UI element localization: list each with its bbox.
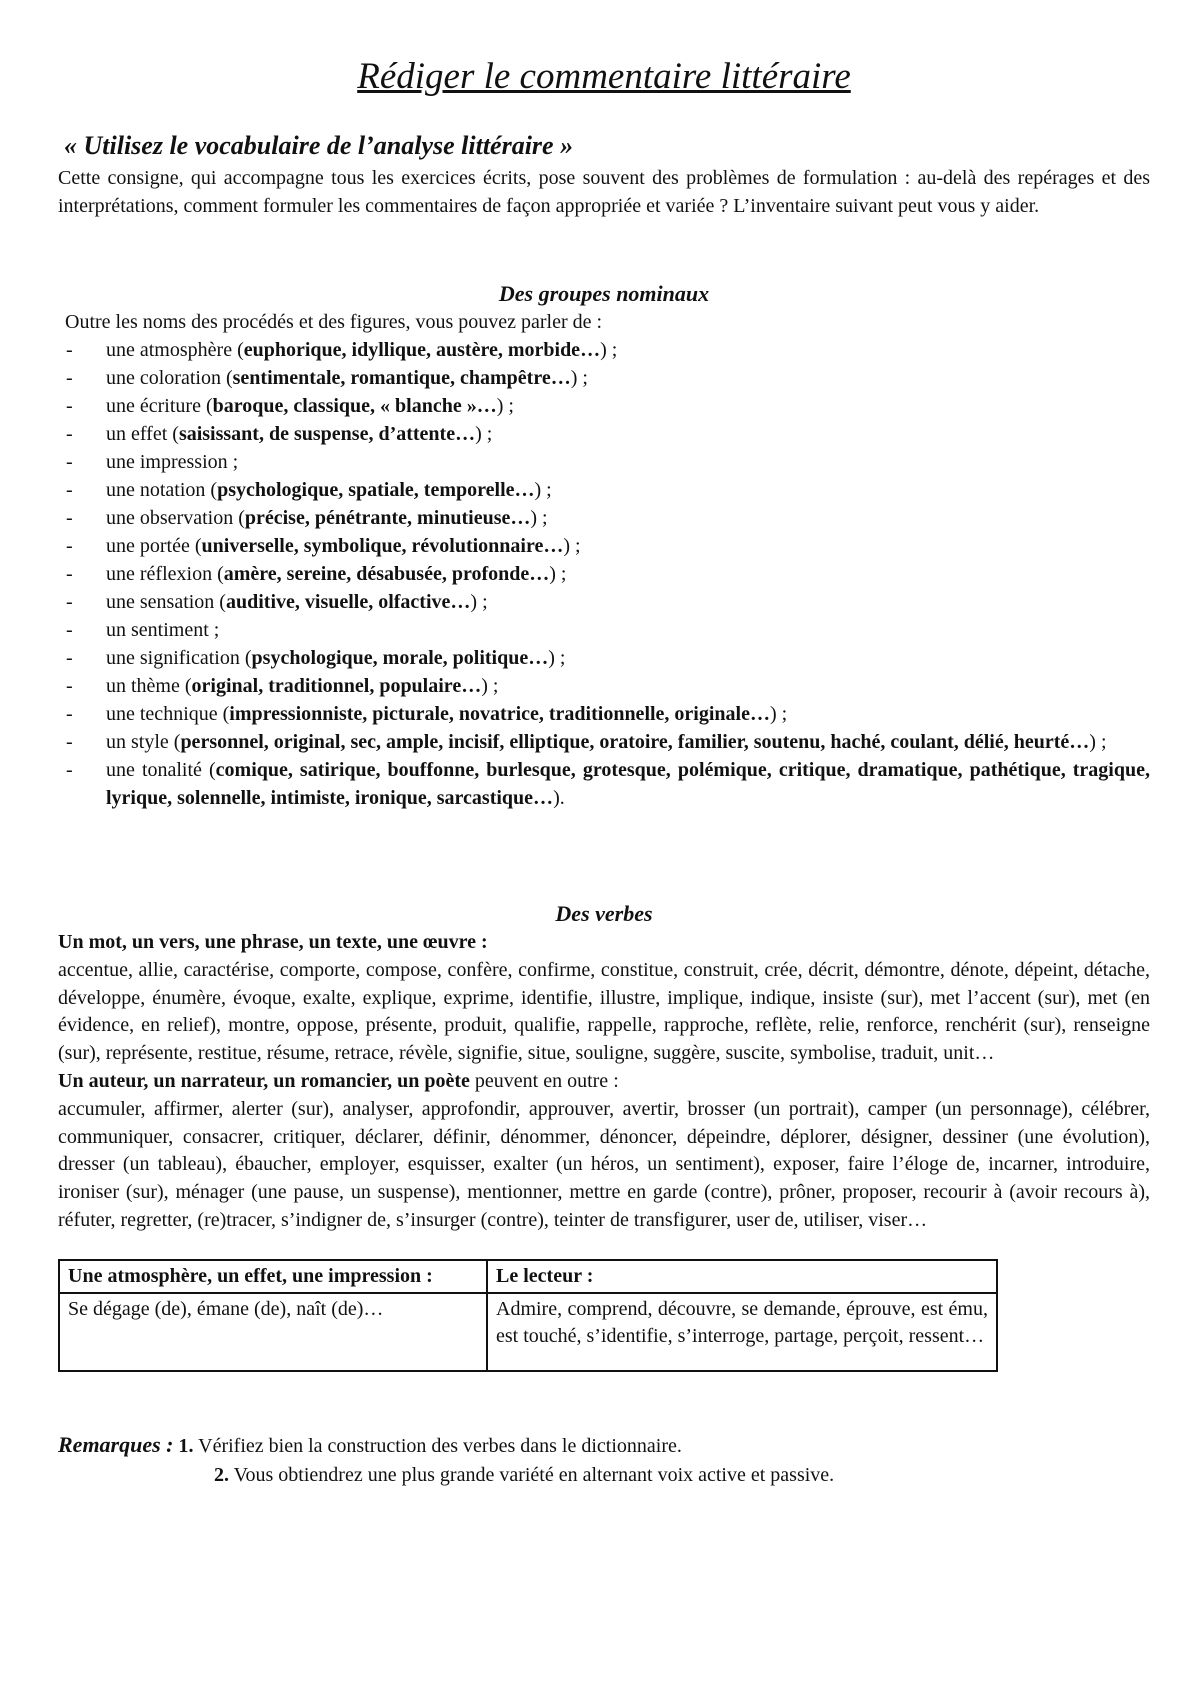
list-item-end: ) ; [563,535,581,558]
list-item [58,588,1150,616]
list-item-noun: une tonalité ( [106,759,216,782]
list-item-examples: précise, pénétrante, minutieuse… [244,507,531,530]
list-item-noun: une notation ( [106,479,218,502]
table-cell: Se dégage (de), émane (de), naît (de)… [59,1293,487,1371]
list-item-examples: psychologique, morale, politique… [251,647,549,670]
nominal-groups-list [58,336,1150,812]
list-item-noun: une sensation ( [106,591,226,614]
nominal-groups-heading: Des groupes nominaux [498,280,710,306]
list-item-examples: impressionniste, picturale, novatrice, traditionnelle, originale… [229,703,770,726]
list-item [58,560,1150,588]
list-item [58,532,1150,560]
table-row [59,1293,997,1371]
list-item [58,616,1150,644]
nominal-groups-intro: Outre les noms des procédés et des figures, vous pouvez parler de : [65,311,603,334]
list-item [58,364,1150,392]
vocabulary-table [58,1259,998,1372]
list-item-end: ) ; [549,563,567,586]
list-item [58,644,1150,672]
list-item-end: ) ; [1089,731,1107,754]
list-item [58,672,1150,700]
list-item-examples: amère, sereine, désabusée, profonde… [223,563,550,586]
list-item-examples: baroque, classique, « blanche »… [212,395,497,418]
list-item-end: ) ; [470,591,488,614]
verbs-heading: Des verbes [555,901,653,927]
list-item-noun: un effet ( [106,423,179,446]
list-item-noun: une impression ; [106,451,239,474]
list-item-noun: une coloration ( [106,367,233,390]
list-item-noun: une atmosphère ( [106,339,244,362]
list-item-noun: une technique ( [106,703,230,726]
list-item-end: ). [553,787,565,810]
list-item-noun: un sentiment ; [106,619,220,642]
verbs-group-1-list: accentue, allie, caractérise, comporte, compose, confère, confirme, constitue, construit, crée, décrit, démontre, dénote, dépeint, détache, développe, énumère, évoque, exalte, explique, exprime, identifie, illustre, implique, indique, insiste (sur), met l’accent (sur), met (en évidence, en relief), montre, oppose, présente, produit, qualifie, rappelle, rapproche, reflète, relie, renforce, renchérit (sur), renseigne (sur), représente, restitue, résume, retrace, révèle, signifie, situe, souligne, suggère, suscite, symbolise, traduit, unit… [58,958,1150,1065]
remark-line [58,1461,1150,1489]
table-cell: Admire, comprend, découvre, se demande, éprouve, est ému, est touché, s’identifie, s’interroge, partage, perçoit, ressent… [487,1293,997,1371]
list-item [58,392,1150,420]
list-item [58,700,1150,728]
list-item-end: ) ; [600,339,618,362]
list-item-noun: une signification ( [106,647,252,670]
list-item-end: ) ; [475,423,493,446]
list-item-noun: un thème ( [106,675,192,698]
verbs-group-2-list: accumuler, affirmer, alerter (sur), analyser, approfondir, approuver, avertir, brosser (un portrait), camper (un personnage), célébrer, communiquer, consacrer, critiquer, déclarer, définir, dénommer, dénoncer, dépeindre, déplorer, désigner, dessiner (une évolution), dresser (un tableau), ébaucher, employer, esquisser, exalter (un héros, un sentiment), exposer, faire l’éloge de, incarner, introduire, ironiser (sur), ménager (une pause, un suspense), mentionner, mettre en garde (contre), prôner, proposer, recourir à (avoir recours à), réfuter, regretter, (re)tracer, s’indigner de, s’insurger (contre), teinter de transfigurer, user de, utiliser, viser… [58,1097,1150,1231]
list-item [58,756,1150,812]
remark-text: Vous obtiendrez une plus grande variété en alternant voix active et passive. [229,1463,835,1486]
list-item-examples: sentimentale, romantique, champêtre… [232,367,571,390]
list-item-examples: original, traditionnel, populaire… [191,675,482,698]
remark-number: 2. [214,1463,229,1486]
table-header-cell: Le lecteur : [487,1260,997,1293]
list-item [58,476,1150,504]
remark-text: Vérifiez bien la construction des verbes dans le dictionnaire. [193,1434,682,1457]
remarks-block [58,1430,1150,1489]
list-item-noun: une réflexion ( [106,563,224,586]
list-item-examples: psychologique, spatiale, temporelle… [217,479,535,502]
verbs-group-1-lead: Un mot, un vers, une phrase, un texte, une œuvre : [58,931,488,953]
list-item [58,448,1150,476]
list-item-examples: euphorique, idyllique, austère, morbide… [243,339,601,362]
document-page [58,54,1150,1489]
verbs-group-1 [58,929,1150,1068]
list-item-examples: saisissant, de suspense, d’attente… [178,423,476,446]
page-title: Rédiger le commentaire littéraire [357,56,851,97]
verbs-group-2 [58,1068,1150,1235]
intro-paragraph: Cette consigne, qui accompagne tous les exercices écrits, pose souvent des problèmes de formulation : au-delà des repérages et des interprétations, comment formuler les commentaires de façon appropriée et variée ? L’inventaire suivant peut vous y aider. [58,167,1150,217]
list-item [58,336,1150,364]
remark-number: 1. [178,1434,194,1457]
verbs-group-2-tail: peuvent en outre : [469,1069,619,1092]
list-item-noun: une portée ( [106,535,202,558]
list-item-end: ) ; [548,647,566,670]
list-item-end: ) ; [530,507,548,530]
list-item-end: ) ; [570,367,588,390]
list-item-examples: personnel, original, sec, ample, incisif, elliptique, oratoire, familier, soutenu, haché, coulant, délié, heurté… [180,731,1090,754]
table-header-row [59,1260,997,1293]
verbs-group-2-lead: Un auteur, un narrateur, un romancier, un poète [58,1069,470,1092]
table-header-cell: Une atmosphère, un effet, une impression : [59,1260,487,1293]
list-item [58,728,1150,756]
list-item-examples: auditive, visuelle, olfactive… [225,591,471,614]
list-item-examples: universelle, symbolique, révolutionnaire… [201,535,564,558]
list-item-end: ) ; [534,479,552,502]
list-item-noun: une écriture ( [106,395,213,418]
list-item-end: ) ; [481,675,499,698]
list-item [58,420,1150,448]
list-item-noun: un style ( [106,731,181,754]
list-item-examples: comique, satirique, bouffonne, burlesque, grotesque, polémique, critique, dramatique, pathétique, tragique, lyrique, solennelle, intimiste, ironique, sarcastique… [106,759,1150,810]
list-item [58,504,1150,532]
list-item-end: ) ; [769,703,788,726]
remarks-label: Remarques : [58,1431,174,1457]
instruction-quote: « Utilisez le vocabulaire de l’analyse littéraire » [64,131,574,161]
list-item-end: ) ; [496,395,514,418]
list-item-noun: une observation ( [106,507,245,530]
remark-line [58,1430,1150,1461]
